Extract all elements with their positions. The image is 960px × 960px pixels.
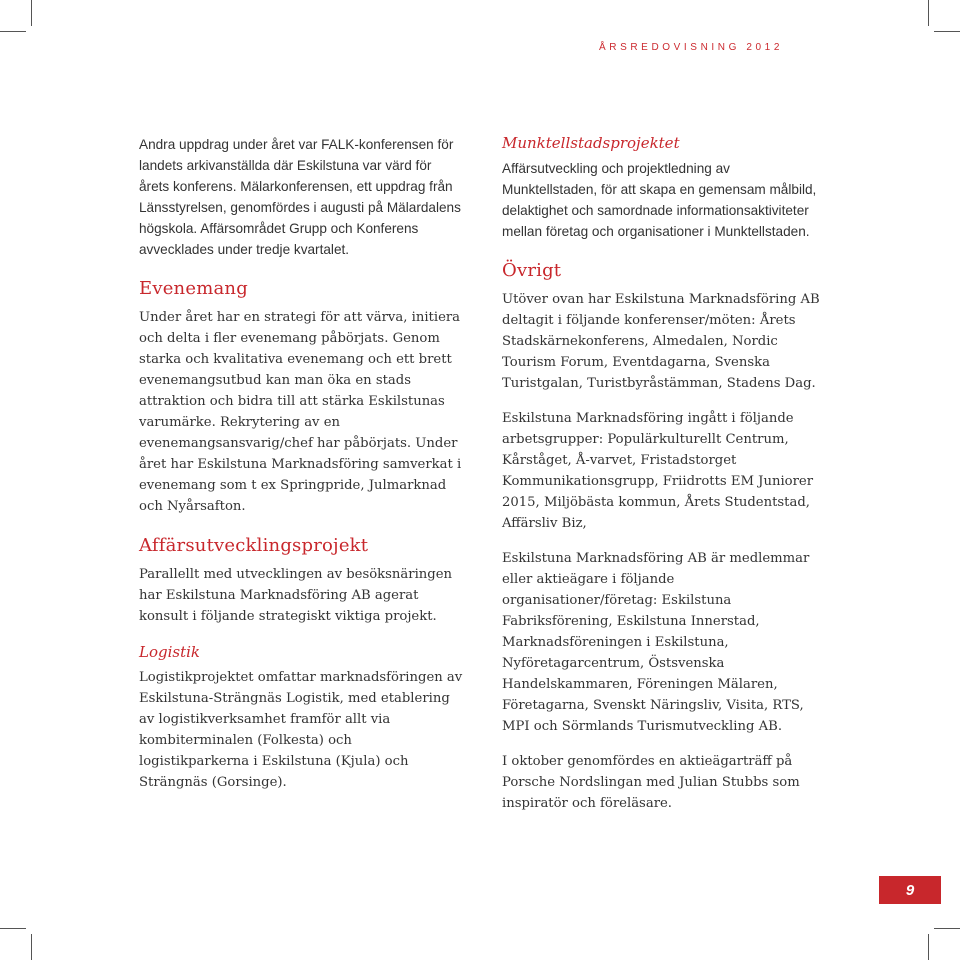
right-column — [502, 134, 828, 828]
munktell-heading: Munktellstadsprojektet — [502, 134, 680, 152]
affarsutveckling-paragraph: Parallellt med utvecklingen av besöksnäringen har Eskilstuna Marknadsföring AB agerat konsult i följande strategiskt viktiga projekt. — [139, 567, 453, 624]
ovrigt-paragraph-1: Utöver ovan har Eskilstuna Marknadsföring AB deltagit i följande konferenser/möten: Årets Stadskärnekonferens, Almedalen, Nordic Tourism Forum, Eventdagarna, Svenska Turistgalan, Turistbyråstämman, Stadens Dag. — [502, 292, 820, 391]
page-number-badge: 9 — [879, 876, 941, 904]
ovrigt-paragraph-2: Eskilstuna Marknadsföring ingått i följande arbetsgrupper: Populärkulturellt Centrum, Kårståget, Å-varvet, Fristadstorget Kommunikationsgrupp, Friidrotts EM Juniorer 2015, Miljöbästa kommun, Årets Studentstad, Affärsliv Biz, — [502, 411, 814, 531]
logistik-paragraph: Logistikprojektet omfattar marknadsföringen av Eskilstuna-Strängnäs Logistik, med etablering av logistikverksamhet framför allt via kombiterminalen (Folkesta) och logistikparkerna i Eskilstuna (Kjula) och Strängnäs (Gorsinge). — [139, 670, 463, 790]
ovrigt-paragraph-4: I oktober genomfördes en aktieägarträff på Porsche Nordslingan med Julian Stubbs som inspiratör och föreläsare. — [502, 754, 800, 811]
intro-paragraph: Andra uppdrag under året var FALK-konferensen för landets arkivanställda där Eskilstuna var värd för årets konferens. Mälarkonferensen, ett uppdrag från Länsstyrelsen, genomfördes i augusti på Mälardalens högskola. Affärsområdet Grupp och Konferens avvecklades under tredje kvartalet. — [139, 137, 461, 257]
ovrigt-heading: Övrigt — [502, 260, 562, 281]
crop-mark — [934, 928, 960, 929]
crop-mark — [0, 31, 26, 32]
left-column — [139, 134, 465, 807]
crop-mark — [31, 0, 32, 26]
affarsutveckling-heading: Affärsutvecklingsprojekt — [139, 535, 369, 556]
crop-mark — [928, 0, 929, 26]
running-header: ÅRSREDOVISNING 2012 — [599, 42, 783, 53]
crop-mark — [934, 31, 960, 32]
crop-mark — [31, 934, 32, 960]
munktell-paragraph: Affärsutveckling och projektledning av Munktellstaden, för att skapa en gemensam målbild, delaktighet och samordnade informationsaktiviteter mellan företag och organisationer i Munktellstaden. — [502, 161, 817, 239]
logistik-heading: Logistik — [139, 643, 201, 661]
ovrigt-paragraph-3: Eskilstuna Marknadsföring AB är medlemmar eller aktieägare i följande organisationer/företag: Eskilstuna Fabriksförening, Eskilstuna Innerstad, Marknadsföreningen i Eskilstuna, Nyföretagarcentrum, Östsvenska Handelskammaren, Föreningen Mälaren, Företagarna, Svenskt Näringsliv, Visita, RTS, MPI och Sörmlands Turismutveckling AB. — [502, 551, 810, 734]
crop-mark — [928, 934, 929, 960]
evenemang-paragraph: Under året har en strategi för att värva, initiera och delta i fler evenemang påbörjats. Genom starka och kvalitativa evenemang och ett brett evenemangsutbud kan man öka en stads attraktion och bidra till att stärka Eskilstunas varumärke. Rekrytering av en evenemangsansvarig/chef har påbörjats. Under året har Eskilstuna Marknadsföring samverkat i evenemang som t ex Springpride, Julmarknad och Nyårsafton. — [139, 310, 462, 514]
crop-mark — [0, 928, 26, 929]
evenemang-heading: Evenemang — [139, 278, 248, 299]
